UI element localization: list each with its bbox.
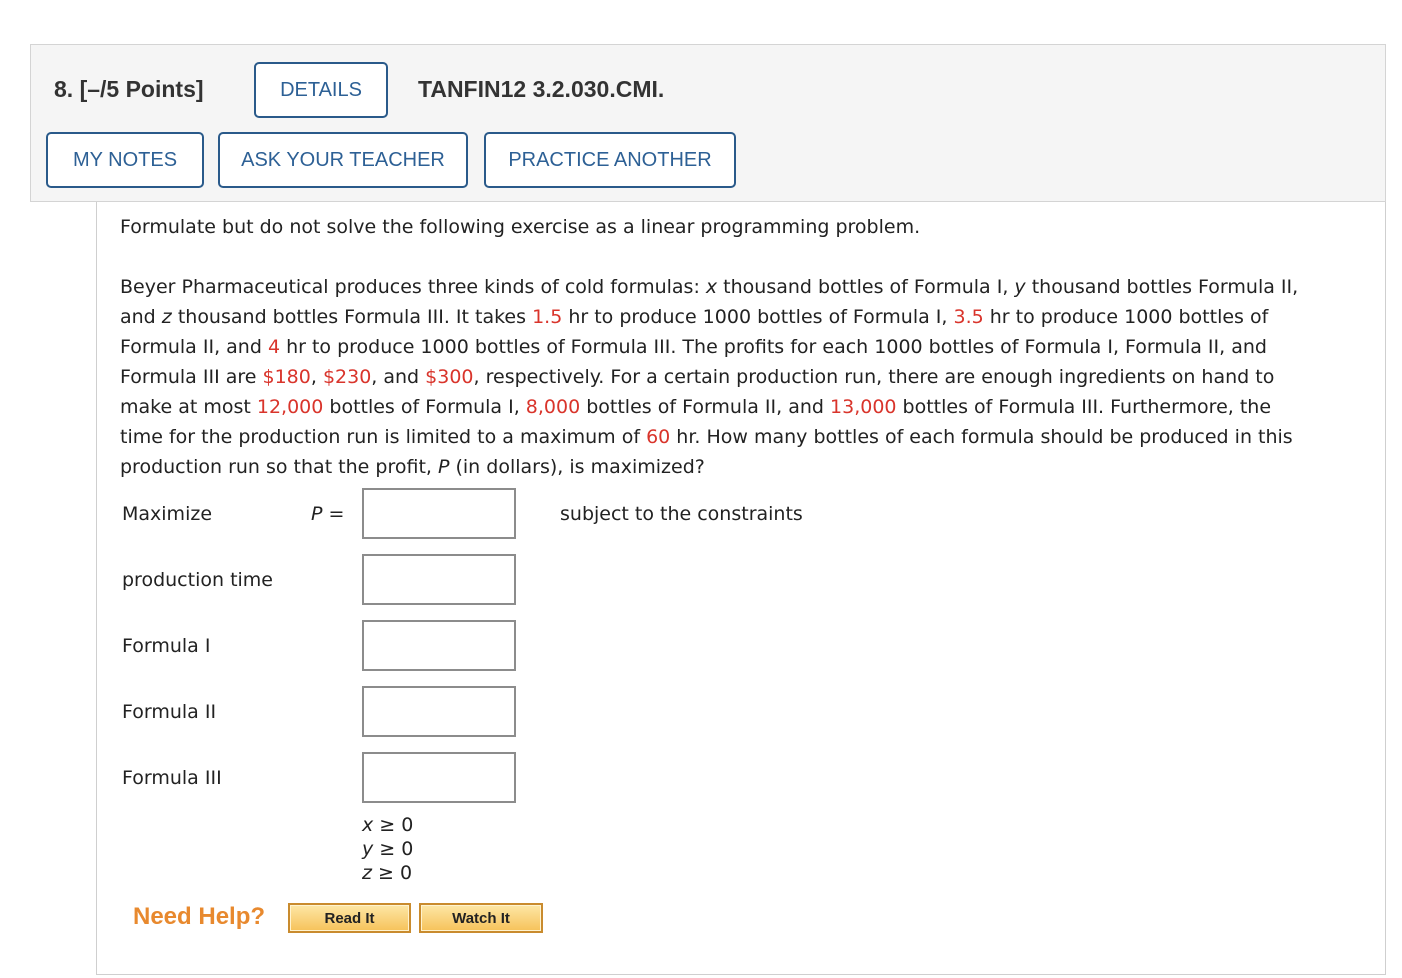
hours-formula-2: 3.5 (953, 306, 984, 328)
problem-statement: Beyer Pharmaceutical produces three kinds of cold formulas: x thousand bottles of Formula I, y thousand bottles Formula II, and z thousand bottles Formula III. It takes 1.5 hr to produce 1000 bottles of Formula I, 3.5 hr to produce 1000 bottles of Formula II, and 4 hr to produce 1000 bottles of Formula III. The profits for each 1000 bottles of Formula I, Formula II, and Formula III are $180, $230, and $300, respectively. For a certain production run, there are enough ingredients on hand to make at most 12,000 bottles of Formula I, 8,000 bottles of Formula II, and 13,000 bottles of Formula III. Furthermore, the time for the production run is limited to a maximum of 60 hr. How many bottles of each formula should be produced in this production run so that the profit, P (in dollars), is maximized? (120, 276, 1299, 478)
hours-formula-3: 4 (267, 336, 281, 358)
practice-another-button[interactable]: PRACTICE ANOTHER (484, 132, 736, 188)
hours-formula-1: 1.5 (532, 306, 563, 328)
profit-formula-2: $230 (322, 366, 372, 388)
constraints-label: subject to the constraints (560, 503, 803, 525)
objective-variable: P = (311, 503, 345, 525)
formula-1-input[interactable] (362, 620, 516, 671)
profit-formula-3: $300 (425, 366, 474, 388)
question-code: TANFIN12 3.2.030.CMI. (418, 76, 665, 102)
question-points: 8. [–/5 Points] (54, 76, 204, 102)
production-time-label: production time (122, 569, 273, 591)
max-formula-1: 12,000 (256, 396, 324, 418)
details-button[interactable]: DETAILS (254, 62, 388, 118)
max-hours: 60 (646, 426, 671, 448)
my-notes-button[interactable]: MY NOTES (46, 132, 204, 188)
formula-2-input[interactable] (362, 686, 516, 737)
need-help-label: Need Help? (133, 903, 266, 930)
instruction-text: Formulate but do not solve the following exercise as a linear programming problem. (120, 216, 921, 238)
watch-it-button[interactable]: Watch It (419, 903, 543, 933)
nonneg-z: z ≥ 0 (362, 862, 413, 884)
nonneg-y: y ≥ 0 (362, 838, 414, 860)
max-formula-3: 13,000 (830, 396, 897, 418)
formula-3-label: Formula III (122, 767, 222, 789)
max-formula-2: 8,000 (525, 396, 581, 418)
read-it-button[interactable]: Read It (288, 903, 411, 933)
production-time-input[interactable] (362, 554, 516, 605)
formula-3-input[interactable] (362, 752, 516, 803)
formula-1-label: Formula I (122, 635, 211, 657)
profit-formula-1: $180 (262, 366, 311, 388)
formula-2-label: Formula II (122, 701, 217, 723)
maximize-label: Maximize (122, 503, 213, 525)
objective-input[interactable] (362, 488, 516, 539)
nonneg-x: x ≥ 0 (362, 814, 414, 836)
ask-your-teacher-button[interactable]: ASK YOUR TEACHER (218, 132, 468, 188)
